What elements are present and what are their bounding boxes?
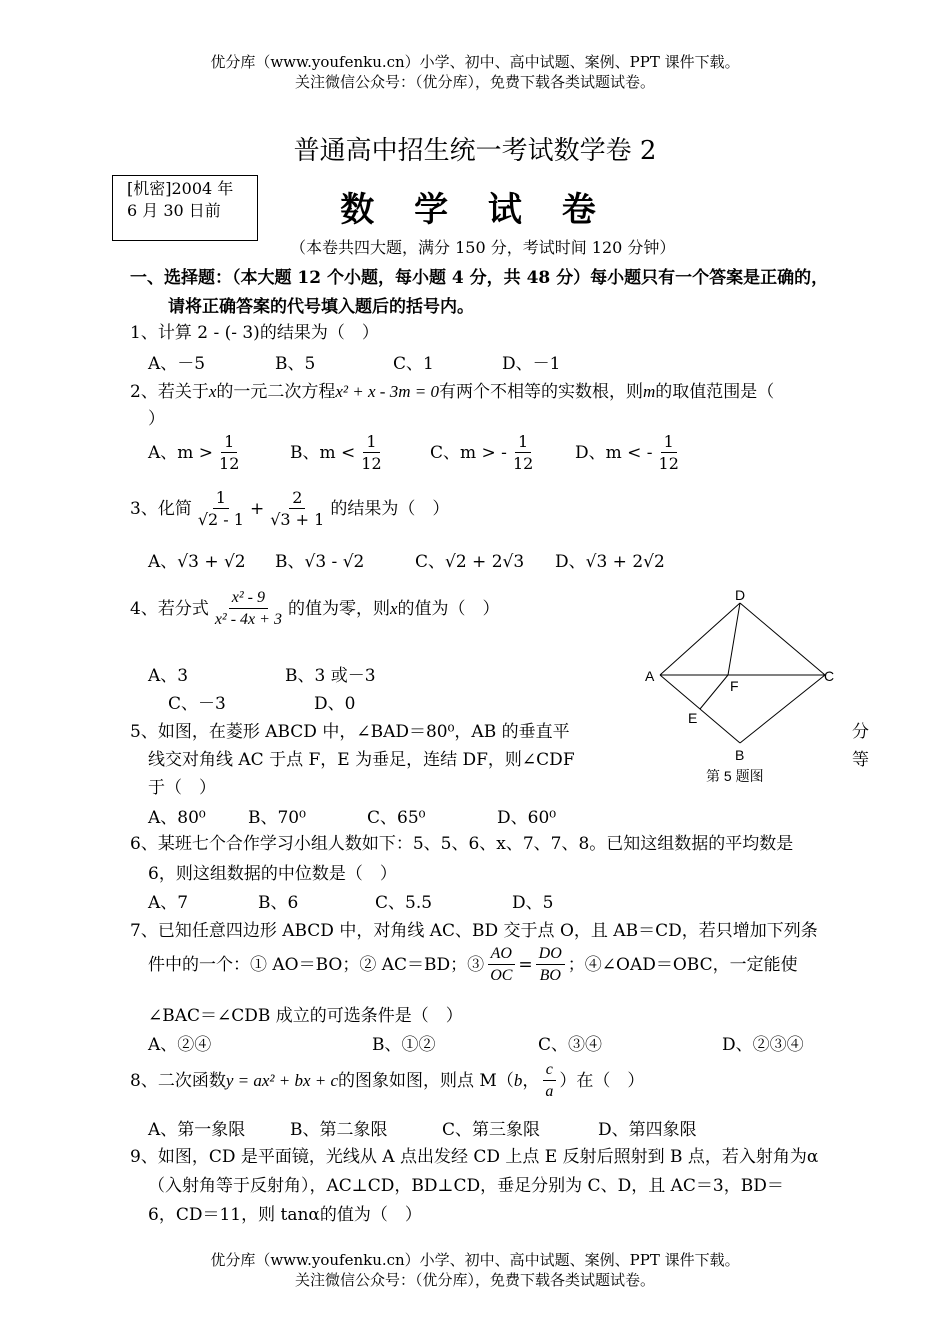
- edge-da: [660, 603, 740, 675]
- q5-option-c: C、65⁰: [367, 808, 426, 828]
- q6-option-a: A、7: [148, 893, 189, 913]
- edge-cb: [740, 675, 825, 743]
- q5-tail-1: 分: [852, 722, 869, 742]
- q2-option-a: A、m > $\frac{1}{12}$: [148, 432, 240, 473]
- q7-option-b: B、①②: [372, 1035, 436, 1055]
- label-c: C: [824, 668, 835, 684]
- q1-option-b: B、5: [275, 354, 316, 374]
- section-heading-1: 一、选择题：（本大题 12 个小题，每小题 4 分，共 48 分）每小题只有一个答案是正确的，: [130, 268, 829, 288]
- q7-option-d: D、②③④: [722, 1035, 804, 1055]
- q9-line-2: （入射角等于反射角），AC⊥CD，BD⊥CD，垂足分别为 C、D，且 AC＝3，BD＝: [148, 1176, 784, 1196]
- q2-stem: 2、若关于x的一元二次方程x² + x - 3m = 0有两个不相等的实数根，则m的取值范围是（: [130, 382, 775, 402]
- figure-5-caption: 第 5 题图: [706, 768, 764, 784]
- q4-option-b: B、3 或－3: [285, 666, 376, 686]
- q5-line-2: 线交对角线 AC 于点 F，E 为垂足，连结 DF，则∠CDF: [148, 750, 575, 770]
- segment-fe: [700, 675, 728, 709]
- label-e: E: [688, 710, 698, 726]
- footer-line-1: 优分库（www.youfenku.cn）小学、初中、高中试题、案例、PPT 课件下载。: [210, 1251, 740, 1269]
- q7-option-c: C、③④: [538, 1035, 603, 1055]
- q3-option-a: A、√3 + √2: [148, 552, 246, 572]
- q9-line-1: 9、如图，CD 是平面镜，光线从 A 点出发经 CD 上点 E 反射后照射到 B 点，若入射角为α: [130, 1147, 819, 1167]
- q4-option-c: C、－3: [168, 694, 226, 714]
- q5-option-b: B、70⁰: [248, 808, 306, 828]
- q7-option-a: A、②④: [148, 1035, 212, 1055]
- q1-option-d: D、－1: [502, 354, 561, 374]
- q6-line-1: 6、某班七个合作学习小组人数如下：5、5、6、x、7、7、8。已知这组数据的平均数是: [130, 834, 794, 854]
- q6-option-b: B、6: [258, 893, 299, 913]
- q3-option-c: C、√2 + 2√3: [415, 552, 525, 572]
- header-line-2: 关注微信公众号：（优分库），免费下载各类试题试卷。: [294, 73, 655, 91]
- q4-option-d: D、0: [314, 694, 356, 714]
- label-a: A: [645, 668, 655, 684]
- q5-tail-2: 等: [852, 750, 869, 770]
- q3-option-d: D、√3 + 2√2: [555, 552, 665, 572]
- q6-option-d: D、5: [512, 893, 554, 913]
- q8-option-d: D、第四象限: [598, 1120, 697, 1140]
- q1-stem: 1、计算 2 - (- 3)的结果为（ ）: [130, 323, 379, 343]
- q8-option-c: C、第三象限: [442, 1120, 541, 1140]
- q3-option-b: B、√3 - √2: [275, 552, 365, 572]
- q7-line-1: 7、已知任意四边形 ABCD 中，对角线 AC、BD 交于点 O，且 AB＝CD，若只增加下列条: [130, 921, 818, 941]
- section-heading-2: 请将正确答案的代号填入题后的括号内。: [168, 297, 474, 317]
- label-d: D: [735, 587, 746, 603]
- label-b: B: [735, 747, 745, 763]
- q8-option-a: A、第一象限: [148, 1120, 246, 1140]
- q8-option-b: B、第二象限: [290, 1120, 388, 1140]
- q1-option-c: C、1: [393, 354, 434, 374]
- q2-option-c: C、m > - $\frac{1}{12}$: [430, 432, 534, 473]
- figure-5: [640, 585, 840, 785]
- q1-option-a: A、－5: [148, 354, 206, 374]
- q8-stem: 8、二次函数y = ax² + bx + c的图象如图，则点 M（b， $\frac{c}{a}$ ）在（ ）: [130, 1061, 645, 1100]
- q5-option-d: D、60⁰: [497, 808, 557, 828]
- q5-option-a: A、80⁰: [148, 808, 206, 828]
- q2-option-b: B、m < $\frac{1}{12}$: [290, 432, 382, 473]
- q6-line-2: 6，则这组数据的中位数是（ ）: [148, 864, 397, 884]
- edge-dc: [740, 603, 825, 675]
- q4-stem: 4、若分式 $\frac{\text{x² - 9}}{\text{x² - 4x + 3}}$ 的值为零，则x的值为（ ）: [130, 589, 500, 628]
- q2-option-d: D、m < - $\frac{1}{12}$: [575, 432, 679, 473]
- header-line-1: 优分库（www.youfenku.cn）小学、初中、高中试题、案例、PPT 课件下载。: [210, 53, 740, 71]
- exam-info: （本卷共四大题，满分 150 分，考试时间 120 分钟）: [290, 238, 676, 257]
- secret-line-1: [机密]2004 年: [127, 179, 234, 198]
- q2-stem-cont: ）: [148, 409, 165, 429]
- q7-line-2: 件中的一个：① AO＝BO；② AC＝BD；③ $\frac{AO}{OC}$ = $\frac{DO}{BO}$ ；④∠OAD＝OBC，一定能使: [148, 945, 798, 984]
- q6-option-c: C、5.5: [375, 893, 433, 913]
- q5-line-1: 5、如图，在菱形 ABCD 中，∠BAD＝80⁰，AB 的垂直平: [130, 722, 570, 742]
- segment-df: [728, 603, 740, 675]
- q7-line-3: ∠BAC＝∠CDB 成立的可选条件是（ ）: [148, 1006, 463, 1026]
- exam-subtitle: 数 学 试 卷: [340, 190, 610, 230]
- footer-line-2: 关注微信公众号：（优分库），免费下载各类试题试卷。: [294, 1271, 655, 1289]
- secret-line-2: 6 月 30 日前: [127, 201, 221, 220]
- exam-title: 普通高中招生统一考试数学卷 2: [293, 136, 657, 166]
- label-f: F: [730, 678, 739, 694]
- q9-line-3: 6，CD＝11，则 tanα的值为（ ）: [148, 1205, 422, 1225]
- q5-line-3: 于（ ）: [148, 778, 216, 798]
- q3-stem: 3、化简 $\frac{1}{√2 - 1}$ + $\frac{2}{√3 + 1}$ 的结果为（ ）: [130, 488, 450, 529]
- q4-option-a: A、3: [148, 666, 189, 686]
